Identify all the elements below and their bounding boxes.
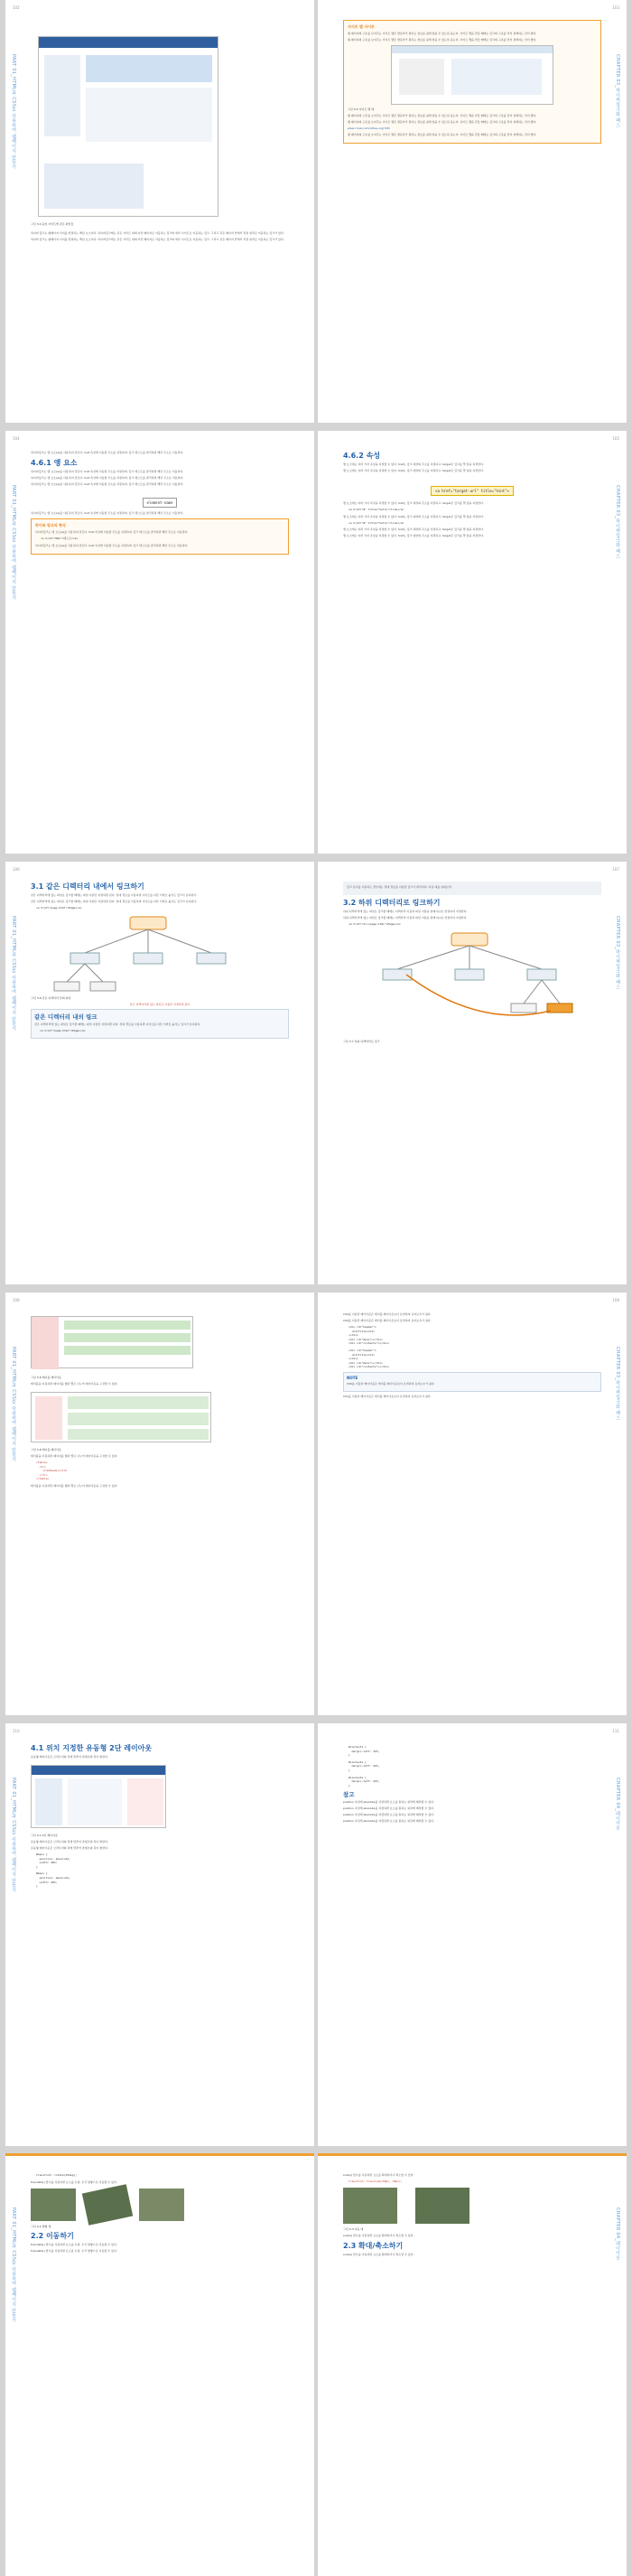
paragraph: 같은 디렉터리에 있는 파일로 링크할 때에는 파일 이름만 지정하면 된다. 상대 경로를 사용하면 사이트를 다른 서버로 옮겨도 링크가 유지된다. bbox=[31, 900, 198, 903]
subdirectory-diagram bbox=[343, 929, 596, 1038]
paragraph: 앵 요소에는 여러 가지 속성을 지정할 수 있다. href는 링크 대상의 주소를 지정하고, target은 링크를 열 창을 지정한다. bbox=[343, 527, 484, 532]
code-sample: <table> <tr> <td>Header</td> </tr> </table> bbox=[36, 1461, 68, 1481]
code-sample: <a href="URL">텍스트</a> bbox=[41, 537, 79, 540]
paragraph: 유동형 레이아웃은 브라우저의 폭에 맞추어 콘텐츠의 폭이 변한다. bbox=[31, 1755, 108, 1759]
note-box bbox=[343, 1372, 601, 1392]
running-head: PART 01_HTML과 CSS를 사용하여 웹페이지 만들기 bbox=[11, 485, 16, 601]
note-title: 사이트 맵 사이트 bbox=[348, 24, 375, 29]
page-number: 106 bbox=[13, 867, 20, 872]
section-heading: 4.6.2 속성 bbox=[343, 452, 381, 460]
example-box bbox=[31, 1009, 289, 1040]
photo-row bbox=[343, 2188, 601, 2224]
section-heading: 3.2 하위 디렉터리로 링크하기 bbox=[343, 899, 441, 907]
page-number: 109 bbox=[612, 1298, 619, 1302]
section-heading: 4.1 위치 지정한 유동형 2단 레이아웃 bbox=[31, 1744, 153, 1752]
note-text: 웹 페이지의 구조를 보여주는 사이트 맵은 방문자가 원하는 정보를 쉽게 찾을 수 있도록 돕는다. 사이트 맵을 만들 때에는 링크의 구조를 먼저 설계하는 것이 좋다. bbox=[348, 114, 537, 117]
paragraph: 하이퍼링크는 앵 요소(a)를 사용하여 만든다. href 속성에 이동할 주소를 지정하며, 링크 텍스트를 클릭하면 해당 주소로 이동한다. bbox=[31, 451, 184, 454]
page-number: 107 bbox=[612, 867, 619, 872]
running-head: PART 01_HTML과 CSS를 사용하여 웹페이지 만들기 bbox=[11, 1778, 16, 1893]
code-sample: <a href="page.html">Page</a> bbox=[40, 1028, 86, 1032]
figure-caption: 그림 4-2 변형 예 bbox=[31, 2224, 51, 2228]
note-title: 하이퍼 링크의 형식 bbox=[35, 523, 66, 527]
intro-text: 링크 문서를 사용하는 경우에는 상대 경로를 이용한 링크가 편리하다. 다음 예를 살펴보자. bbox=[347, 885, 452, 889]
note-text: 하이퍼링크는 앵 요소(a)를 사용하여 만든다. href 속성에 이동할 주소를 지정하며, 링크 텍스트를 클릭하면 해당 주소로 이동한다. bbox=[35, 530, 189, 534]
figure-caption: 그림 3-8 테이블 레이아웃 bbox=[31, 1448, 61, 1451]
paragraph: translate() 함수를 사용하면 요소를 수평, 수직 방향으로 이동할 수 있다. bbox=[31, 2242, 117, 2246]
attribute-label: <a href="target-url" title="hint"> bbox=[431, 486, 514, 496]
screenshot bbox=[38, 36, 218, 217]
page-6 bbox=[318, 862, 627, 1284]
photo bbox=[415, 2188, 469, 2224]
paragraph: 앵 요소에는 여러 가지 속성을 지정할 수 있다. href는 링크 대상의 주소를 지정하고, target은 링크를 열 창을 지정한다. bbox=[343, 534, 484, 538]
figure-caption: 그림 3-8 테이블 레이아웃 bbox=[31, 1376, 61, 1379]
running-head: CHAPTER 03_하이퍼링크와 패스 bbox=[615, 916, 620, 990]
code-sample: <a href="dir/page.html">Page</a> bbox=[349, 922, 401, 926]
paragraph: 앵 요소에는 여러 가지 속성을 지정할 수 있다. href는 링크 대상의 주소를 지정하고, target은 링크를 열 창을 지정한다. bbox=[343, 462, 484, 466]
paragraph: 유동형 레이아웃은 브라우저의 폭에 맞추어 콘텐츠의 폭이 변한다. bbox=[31, 1840, 108, 1843]
paragraph: translate() 함수를 사용하면 요소를 수평, 수직 방향으로 이동할 수 있다. bbox=[31, 2179, 117, 2184]
element-label: element-name bbox=[143, 498, 178, 508]
intro-band bbox=[343, 882, 601, 895]
page-7 bbox=[5, 1293, 314, 1715]
running-head: PART 01_HTML과 CSS를 사용하여 웹페이지 만들기 bbox=[11, 2207, 16, 2323]
code-sample: transform: rotate(45deg); bbox=[36, 2173, 78, 2177]
screenshot bbox=[391, 45, 553, 105]
paragraph: CSS를 이용한 레이아웃은 테이블 레이아웃보다 유연하며 유지보수가 쉽다. bbox=[343, 1319, 432, 1322]
page-number: 105 bbox=[612, 436, 619, 441]
page-number: 108 bbox=[13, 1298, 20, 1302]
code-sample: <a href="page.html">Page</a> bbox=[36, 906, 82, 910]
page-number: 111 bbox=[612, 1729, 619, 1733]
paragraph: 앵 요소에는 여러 가지 속성을 지정할 수 있다. href는 링크 대상의 주소를 지정하고, target은 링크를 열 창을 지정한다. bbox=[343, 501, 484, 505]
note-text: 웹 페이지의 구조를 보여주는 사이트 맵은 방문자가 원하는 정보를 쉽게 찾을 수 있도록 돕는다. 사이트 맵을 만들 때에는 링크의 구조를 먼저 설계하는 것이 좋다. bbox=[348, 32, 537, 35]
section-heading: 4.6.1 앵 요소 bbox=[31, 459, 78, 467]
running-head: PART 01_HTML과 CSS를 사용하여 웹페이지 만들기 bbox=[11, 916, 16, 1031]
paragraph: 앵 요소에는 여러 가지 속성을 지정할 수 있다. href는 링크 대상의 주소를 지정하고, target은 링크를 열 창을 지정한다. bbox=[343, 514, 484, 518]
code-sample: #menu { position: absolute; width: 20%; } bbox=[36, 1871, 70, 1889]
paragraph: 하이퍼링크는 앵 요소(a)를 사용하여 만든다. href 속성에 이동할 주소를 지정하며, 링크 텍스트를 클릭하면 해당 주소로 이동한다. bbox=[31, 511, 184, 515]
paragraph: 하이퍼링크는 앵 요소(a)를 사용하여 만든다. href 속성에 이동할 주소를 지정하며, 링크 텍스트를 클릭하면 해당 주소로 이동한다. bbox=[31, 470, 184, 473]
page-4 bbox=[318, 431, 627, 854]
paragraph: 하위 디렉터리에 있는 파일로 링크할 때에는 디렉터리 이름과 파일 이름을 슬래시(/)로 연결하여 지정한다. bbox=[343, 916, 468, 919]
page-1 bbox=[5, 0, 314, 423]
paragraph: 하위 디렉터리에 있는 파일로 링크할 때에는 디렉터리 이름과 파일 이름을 슬래시(/)로 연결하여 지정한다. bbox=[343, 910, 468, 913]
tip-text: 같은 디렉터리에 있는 파일은 이름만 지정하면 된다 bbox=[129, 1002, 191, 1006]
code-sample: <div id="header"> <h1>Title</h1> </div> <div id="menu"></div> <div id="contents"></div> bbox=[349, 1325, 390, 1346]
page-number: 110 bbox=[13, 1729, 20, 1733]
paragraph: position 속성에 absolute를 지정하면 요소를 원하는 위치에 배치할 수 있다. bbox=[343, 1813, 434, 1817]
running-head: PART 01_HTML과 CSS를 사용하여 웹페이지 만들기 bbox=[11, 54, 16, 170]
note-text: 웹 페이지의 구조를 보여주는 사이트 맵은 방문자가 원하는 정보를 쉽게 찾을 수 있도록 돕는다. 사이트 맵을 만들 때에는 링크의 구조를 먼저 설계하는 것이 좋다. bbox=[348, 120, 537, 124]
running-head: CHAPTER 04_레이아웃 bbox=[615, 2207, 620, 2261]
code-sample: <a href="#" title="hello">link</a> bbox=[349, 508, 404, 511]
paragraph: scale() 함수를 사용하면 요소를 확대하거나 축소할 수 있다. bbox=[343, 2252, 414, 2256]
two-column-screenshot bbox=[31, 1765, 166, 1828]
paragraph: scale() 함수를 사용하면 요소를 확대하거나 축소할 수 있다. bbox=[343, 2233, 414, 2237]
page-number: 102 bbox=[13, 5, 20, 10]
paragraph: 테이블을 이용하면 페이지를 행과 열로 나누어 레이아웃을 구성할 수 있다. bbox=[31, 1382, 118, 1386]
paragraph: position 속성에 absolute를 지정하면 요소를 원하는 위치에 배치할 수 있다. bbox=[343, 1819, 434, 1824]
figure-caption: 그림 3-7 하위 디렉터리로 링크 bbox=[343, 1039, 380, 1043]
running-head: CHAPTER 03_하이퍼링크와 패스 bbox=[615, 54, 620, 128]
note-text: 웹 페이지의 구조를 보여주는 사이트 맵은 방문자가 원하는 정보를 쉽게 찾을 수 있도록 돕는다. 사이트 맵을 만들 때에는 링크의 구조를 먼저 설계하는 것이 좋다. bbox=[348, 38, 537, 42]
page-10 bbox=[318, 1723, 627, 2146]
note-box bbox=[31, 518, 289, 555]
accent-bar bbox=[318, 2153, 627, 2156]
section-heading: 2.2 이동하기 bbox=[31, 2231, 74, 2240]
code-sample: #contents { margin-left: 22%; } bbox=[349, 1759, 380, 1772]
page-5 bbox=[5, 862, 314, 1284]
photo bbox=[82, 2184, 133, 2226]
paragraph: 하이퍼링크는 앵 요소(a)를 사용하여 만든다. href 속성에 이동할 주소를 지정하며, 링크 텍스트를 클릭하면 해당 주소로 이동한다. bbox=[31, 482, 184, 486]
page-11 bbox=[5, 2153, 314, 2576]
photo bbox=[31, 2189, 76, 2221]
photo bbox=[343, 2188, 397, 2224]
running-head: CHAPTER 04_레이아웃 bbox=[615, 1778, 620, 1831]
table-grid-screenshot bbox=[31, 1392, 211, 1442]
code-sample: #contents { margin-left: 22%; } bbox=[349, 1775, 380, 1787]
box-title: 같은 디렉터리 내의 링크 bbox=[34, 1013, 98, 1021]
figure-caption: 그림 4-1 2단 레이아웃 bbox=[31, 1834, 58, 1837]
paragraph: 하이퍼 링크는 웹페이지 사이를 연결하는 핵심 요소이다. 하이퍼링크에는 같은 사이트 내의 다른 페이지로 이동하는 링크와 외부 사이트로 이동하는 링크, 그리고 같은 페이지 안에서 특정 위치로 이동하는 링크가 있다. bbox=[31, 238, 284, 241]
paragraph: 하이퍼 링크는 웹페이지 사이를 연결하는 핵심 요소이다. 하이퍼링크에는 같은 사이트 내의 다른 페이지로 이동하는 링크와 외부 사이트로 이동하는 링크, 그리고 같은 페이지 안에서 특정 위치로 이동하는 링크가 있다. bbox=[31, 231, 284, 235]
page-3 bbox=[5, 431, 314, 854]
section-heading: 2.3 확대/축소하기 bbox=[343, 2241, 404, 2250]
running-head: CHAPTER 03_하이퍼링크와 패스 bbox=[615, 1347, 620, 1421]
paragraph: scale() 함수를 사용하면 요소를 확대하거나 축소할 수 있다. bbox=[343, 2173, 414, 2177]
note-text: 하이퍼링크는 앵 요소(a)를 사용하여 만든다. href 속성에 이동할 주소를 지정하며, 링크 텍스트를 클릭하면 해당 주소로 이동한다. bbox=[35, 543, 189, 547]
paragraph: CSS를 이용한 레이아웃은 테이블 레이아웃보다 유연하며 유지보수가 쉽다. bbox=[343, 1394, 432, 1398]
paragraph: 유동형 레이아웃은 브라우저의 폭에 맞추어 콘텐츠의 폭이 변한다. bbox=[31, 1846, 108, 1850]
accent-bar bbox=[5, 2153, 314, 2156]
code-sample: #contents { margin-left: 22%; } bbox=[349, 1745, 380, 1758]
paragraph: 테이블을 이용하면 페이지를 행과 열로 나누어 레이아웃을 구성할 수 있다. bbox=[31, 1454, 118, 1458]
directory-diagram bbox=[31, 913, 283, 994]
code-sample: <a href="#" title="hello">link</a> bbox=[349, 520, 404, 525]
page-number: 103 bbox=[612, 5, 619, 10]
running-head: PART 01_HTML과 CSS를 사용하여 웹페이지 만들기 bbox=[11, 1347, 16, 1462]
paragraph: position 속성에 absolute를 지정하면 요소를 원하는 위치에 배치할 수 있다. bbox=[343, 1800, 434, 1805]
url-link[interactable]: www.crowncommittee.org/YUM bbox=[348, 126, 390, 130]
running-head: CHAPTER 03_하이퍼링크와 패스 bbox=[615, 485, 620, 559]
page-number: 104 bbox=[13, 436, 20, 441]
figure-caption: 그림 3-4 동일 사이트에 같은 파일들 bbox=[31, 222, 74, 226]
paragraph: 하이퍼링크는 앵 요소(a)를 사용하여 만든다. href 속성에 이동할 주소를 지정하며, 링크 텍스트를 클릭하면 해당 주소로 이동한다. bbox=[31, 476, 184, 480]
page-12 bbox=[318, 2153, 627, 2576]
photo-row bbox=[31, 2189, 289, 2221]
paragraph: 같은 디렉터리에 있는 파일로 링크할 때에는 파일 이름만 지정하면 된다. 상대 경로를 사용하면 사이트를 다른 서버로 옮겨도 링크가 유지된다. bbox=[31, 893, 198, 897]
paragraph: CSS를 이용한 레이아웃은 테이블 레이아웃보다 유연하며 유지보수가 쉽다. bbox=[343, 1312, 432, 1316]
paragraph: translate() 함수를 사용하면 요소를 수평, 수직 방향으로 이동할 수 있다. bbox=[31, 2248, 117, 2253]
box-text: 같은 디렉터리에 있는 파일로 링크할 때에는 파일 이름만 지정하면 된다. 상대 경로를 사용하면 사이트를 다른 서버로 옮겨도 링크가 유지된다. bbox=[34, 1022, 201, 1026]
photo bbox=[139, 2189, 184, 2221]
paragraph: 테이블을 이용하면 페이지를 행과 열로 나누어 레이아웃을 구성할 수 있다. bbox=[31, 1483, 118, 1488]
section-heading: 3.1 같은 디렉터리 내에서 링크하기 bbox=[31, 882, 144, 891]
page-9 bbox=[5, 1723, 314, 2146]
figure-caption: 그림 3-5 사이트 맵 예 bbox=[348, 107, 375, 111]
paragraph: 앵 요소에는 여러 가지 속성을 지정할 수 있다. href는 링크 대상의 주소를 지정하고, target은 링크를 열 창을 지정한다. bbox=[343, 469, 484, 472]
paragraph: position 속성에 absolute를 지정하면 요소를 원하는 위치에 배치할 수 있다. bbox=[343, 1806, 434, 1811]
code-sample: <div id="header"> <h1>Title</h1> </div> <div id="menu"></div> <div id="contents"></div> bbox=[349, 1348, 390, 1369]
code-sample: #menu { position: absolute; width: 20%; } bbox=[36, 1853, 70, 1869]
page-2 bbox=[318, 0, 627, 423]
page-8 bbox=[318, 1293, 627, 1715]
figure-caption: 그림 4-3 이동 예 bbox=[343, 2226, 364, 2231]
note-text: 웹 페이지의 구조를 보여주는 사이트 맵은 방문자가 원하는 정보를 쉽게 찾을 수 있도록 돕는다. 사이트 맵을 만들 때에는 링크의 구조를 먼저 설계하는 것이 좋다. bbox=[348, 133, 537, 136]
note-title: 참고 bbox=[343, 1791, 355, 1799]
note-box bbox=[343, 20, 601, 144]
figure-caption: 그림 3-6 같은 디렉터리 안의 파일 bbox=[31, 995, 71, 1000]
note-title: NOTE bbox=[347, 1375, 358, 1380]
note-text: CSS를 이용한 레이아웃은 테이블 레이아웃보다 유연하며 유지보수가 쉽다. bbox=[347, 1381, 435, 1386]
code-sample: transform: translate(50px, 30px); bbox=[349, 2179, 403, 2183]
table-layout-screenshot bbox=[31, 1316, 193, 1368]
